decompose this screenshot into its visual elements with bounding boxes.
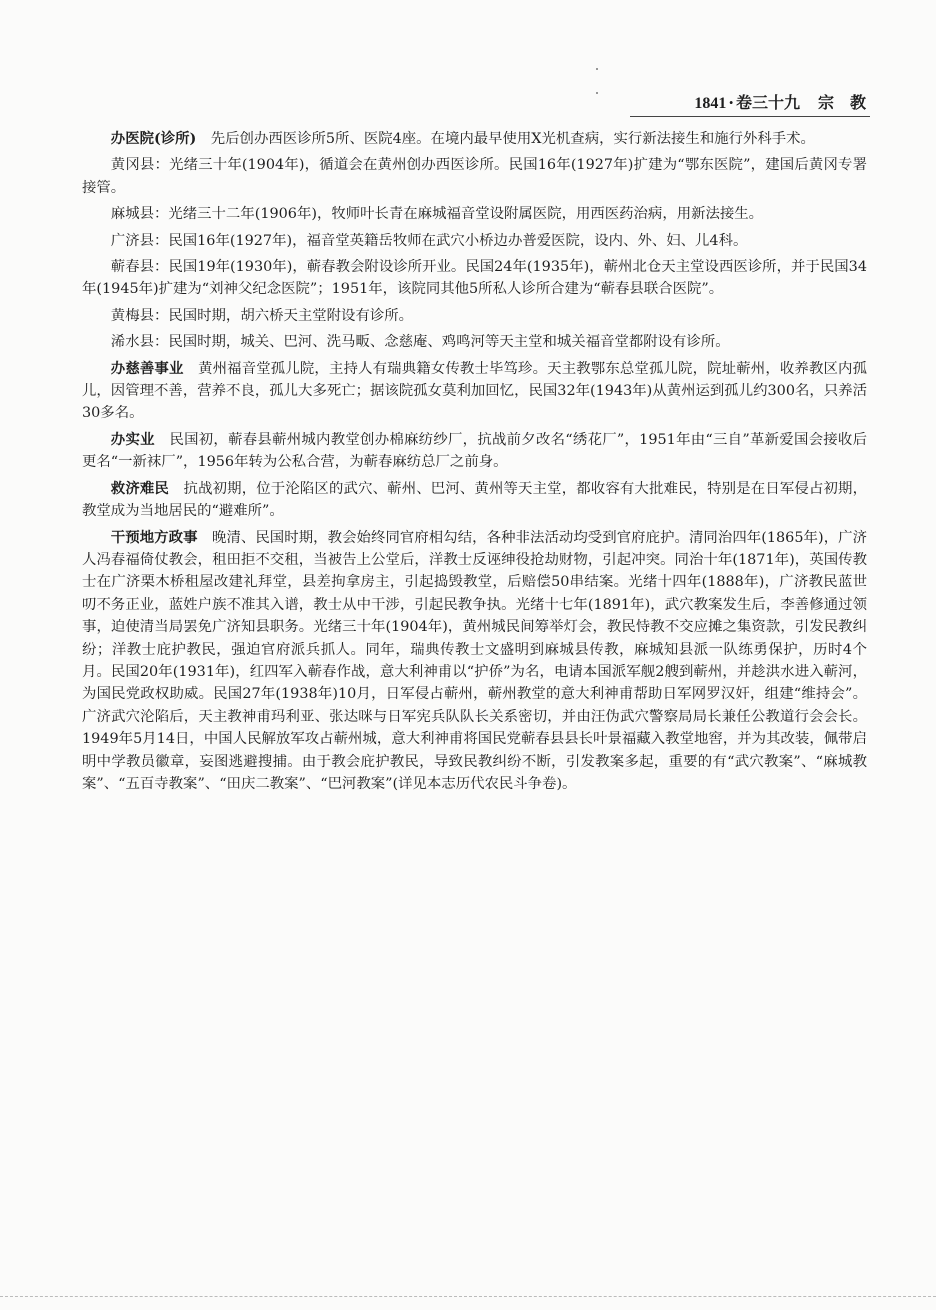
scan-edge [0,1296,936,1297]
paragraph-text: 蕲春县：民国19年(1930年)，蕲春教会附设诊所开业。民国24年(1935年)，蕲州北仓天主堂设西医诊所，并于民国34年(1945年)扩建为“刘神父纪念医院”；1951年，该院同其他5所私人诊所合建为“蕲春县联合医院”。 [82,259,867,298]
paragraph [82,358,867,425]
paragraph-text: 晚清、民国时期，教会始终同官府相勾结，各种非法活动均受到官府庇护。清同治四年(1865年)，广济人冯春福倚仗教会，租田拒不交租，当被告上公堂后，洋教士反诬绅役抢劫财物，引起冲突。同治十年(1871年)，英国传教士在广济栗木桥租屋改建礼拜堂，县差拘拿房主，引起捣毁教堂，后赔偿50串结案。光绪十四年(1888年)，广济教民蓝世叨不务正业，蓝姓户族不准其入谱，教士从中干涉，引起民教争执。光绪十七年(1891年)，武穴教案发生后，李善修通过领事，迫使清当局罢免广济知县职务。光绪三十年(1904年)，黄州城民间筹举灯会，教民恃教不交应摊之集资款，引发民教纠纷；洋教士庇护教民，强迫官府派兵抓人。同年，瑞典传教士文盛明到麻城县传教，麻城知县派一队练勇保护，历时4个月。民国20年(1931年)，红四军入蕲春作战，意大利神甫以“护侨”为名，电请本国派军舰2艘到蕲州，并趁洪水进入蕲河，为国民党政权助威。民国27年(1938年)10月，日军侵占蕲州，蕲州教堂的意大利神甫帮助日军网罗汉奸，组建“维持会”。广济武穴沦陷后，天主教神甫玛利亚、张达咪与日军宪兵队队长关系密切，并由汪伪武穴警察局局长兼任公教道行会会长。1949年5月14日，中国人民解放军攻占蕲州城，意大利神甫将国民党蕲春县县长叶景福藏入教堂地窖，并为其改装，佩带启明中学教员徽章，妄图逃避搜捕。由于教会庇护教民，导致民教纠纷不断，引发教案多起，重要的有“武穴教案”、“麻城教案”、“五百寺教案”、“田庆二教案”、“巴河教案”(详见本志历代农民斗争卷)。 [82,529,867,792]
paragraph [82,256,867,301]
paragraph-text: 广济县：民国16年(1927年)，福音堂英籍岳牧师在武穴小桥边办普爱医院，设内、外、妇、儿4科。 [110,232,748,249]
paragraph-text: 浠水县：民国时期，城关、巴河、洗马畈、念慈庵、鸡鸣河等天主堂和城关福音堂都附设有诊所。 [110,334,730,351]
paragraph-text: 麻城县：光绪三十二年(1906年)，牧师叶长青在麻城福音堂设附属医院，用西医药治病，用新法接生。 [110,206,764,223]
paragraph [82,305,867,327]
section-heading: 办实业 [110,430,155,448]
main-text [82,128,867,795]
section-heading: 救济难民 [110,479,169,497]
page-number: 1841 [694,95,727,112]
paragraph-text: 先后创办西医诊所5所、医院4座。在境内最早使用X光机查病，实行新法接生和施行外科手术。 [196,131,815,147]
paragraph-text: 黄冈县：光绪三十年(1904年)，循道会在黄州创办西医诊所。民国16年(1927年)扩建为“鄂东医院”，建国后黄冈专署接管。 [82,157,867,196]
paragraph [82,478,867,523]
section-heading: 办医院(诊所) [110,130,197,147]
running-header [660,90,866,113]
paragraph [82,154,867,199]
paragraph-text: 黄梅县：民国时期，胡六桥天主堂附设有诊所。 [110,307,414,324]
section-heading: 办慈善事业 [110,359,184,377]
section-title: 宗 教 [817,93,866,112]
header-separator: · [728,93,734,112]
scan-speck [596,68,598,70]
paragraph-text: 民国初，蕲春县蕲州城内教堂创办棉麻纺纱厂，抗战前夕改名“绣花厂”，1951年由“三自”革新爱国会接收后更名“一新袜厂”，1956年转为公私合营，为蕲春麻纺总厂之前身。 [82,431,867,471]
paragraph-text: 抗战初期，位于沦陷区的武穴、蕲州、巴河、黄州等天主堂，都收容有大批难民，特别是在日军侵占初期，教堂成为当地居民的“避难所”。 [82,480,867,520]
paragraph [82,527,867,796]
paragraph [82,331,867,353]
section-heading: 干预地方政事 [110,528,198,546]
scan-speck [596,92,598,94]
paragraph [82,128,867,150]
paragraph-text: 黄州福音堂孤儿院，主持人有瑞典籍女传教士毕笃珍。天主教鄂东总堂孤儿院，院址蕲州，收养教区内孤儿，因管理不善，营养不良，孤儿大多死亡；据该院孤女莫利加回忆，民国32年(1943年)从黄州运到孤儿约300名，只养活30多名。 [82,360,867,422]
paragraph [82,203,867,225]
header-rule [630,116,870,117]
paragraph [82,230,867,252]
paragraph [82,429,867,474]
volume-label: 卷三十九 [735,93,800,112]
